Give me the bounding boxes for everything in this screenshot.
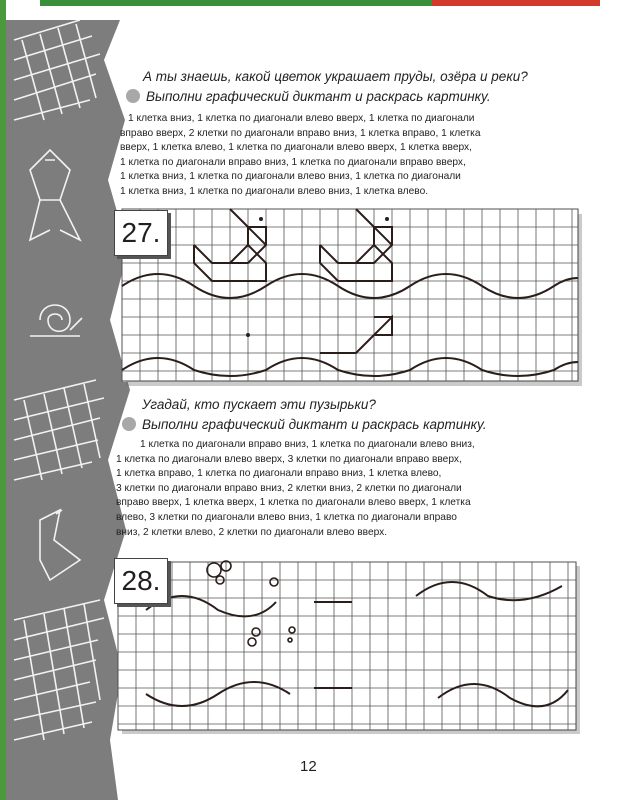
bullet-icon bbox=[126, 89, 140, 103]
dictation-line: 1 клетка вниз, 1 клетка по диагонали влево вниз, 1 клетка влево. bbox=[120, 185, 429, 197]
dictation-line: 1 клетка по диагонали влево вверх, 3 клетки по диагонали вправо вверх, bbox=[116, 453, 462, 465]
task27-instruction-text: Выполни графический диктант и раскрась картинку. bbox=[146, 89, 491, 104]
task28-grid bbox=[116, 560, 586, 736]
dictation-line: 3 клетки по диагонали вправо вниз, 2 клетки вниз, 2 клетки по диагонали bbox=[116, 482, 462, 494]
task27-grid bbox=[120, 206, 585, 386]
task27-instruction bbox=[126, 88, 491, 106]
task28-dictation bbox=[116, 438, 562, 540]
dictation-line: 1 клетка вниз, 1 клетка по диагонали влево вниз, 1 клетка по диагонали bbox=[120, 171, 461, 183]
dictation-line: 1 клетка вниз, 1 клетка по диагонали влево вверх, 1 клетка по диагонали bbox=[128, 113, 475, 124]
page-number: 12 bbox=[300, 758, 317, 775]
task28-number: 28. bbox=[114, 558, 168, 604]
dictation-line: вверх, 1 клетка влево, 1 клетка по диагонали влево вверх, 1 клетка вверх, bbox=[120, 142, 472, 154]
dictation-line: влево, 3 клетки по диагонали влево вниз, 1 клетка по диагонали вправо bbox=[116, 511, 457, 523]
task28-instruction-text: Выполни графический диктант и раскрась картинку. bbox=[142, 417, 487, 432]
dictation-line: 1 клетка вправо, 1 клетка по диагонали вправо вниз, 1 клетка влево, bbox=[116, 468, 442, 480]
task27-dictation bbox=[120, 112, 560, 200]
top-border-decoration bbox=[40, 0, 600, 6]
dictation-line: вправо вверх, 1 клетка вверх, 1 клетка по диагонали влево вверх, 1 клетка bbox=[116, 497, 471, 509]
bullet-icon bbox=[122, 417, 136, 431]
task28-instruction bbox=[122, 416, 487, 434]
dictation-line: вправо вверх, 2 клетки по диагонали вправо вниз, 1 клетка вправо, 1 клетка bbox=[120, 127, 481, 139]
task27-number: 27. bbox=[114, 210, 168, 256]
task28-question: Угадай, кто пускает эти пузырьки? bbox=[142, 397, 376, 412]
dictation-line: 1 клетка по диагонали вправо вниз, 1 клетка по диагонали вправо вверх, bbox=[120, 156, 466, 168]
task27-question: А ты знаешь, какой цветок украшает пруды, озёра и реки? bbox=[143, 69, 528, 84]
dictation-line: 1 клетка по диагонали вправо вниз, 1 клетка по диагонали влево вниз, bbox=[140, 439, 475, 450]
dictation-line: вниз, 2 клетки влево, 2 клетки по диагонали влево вверх. bbox=[116, 526, 388, 538]
decorative-sidebar bbox=[0, 0, 135, 800]
